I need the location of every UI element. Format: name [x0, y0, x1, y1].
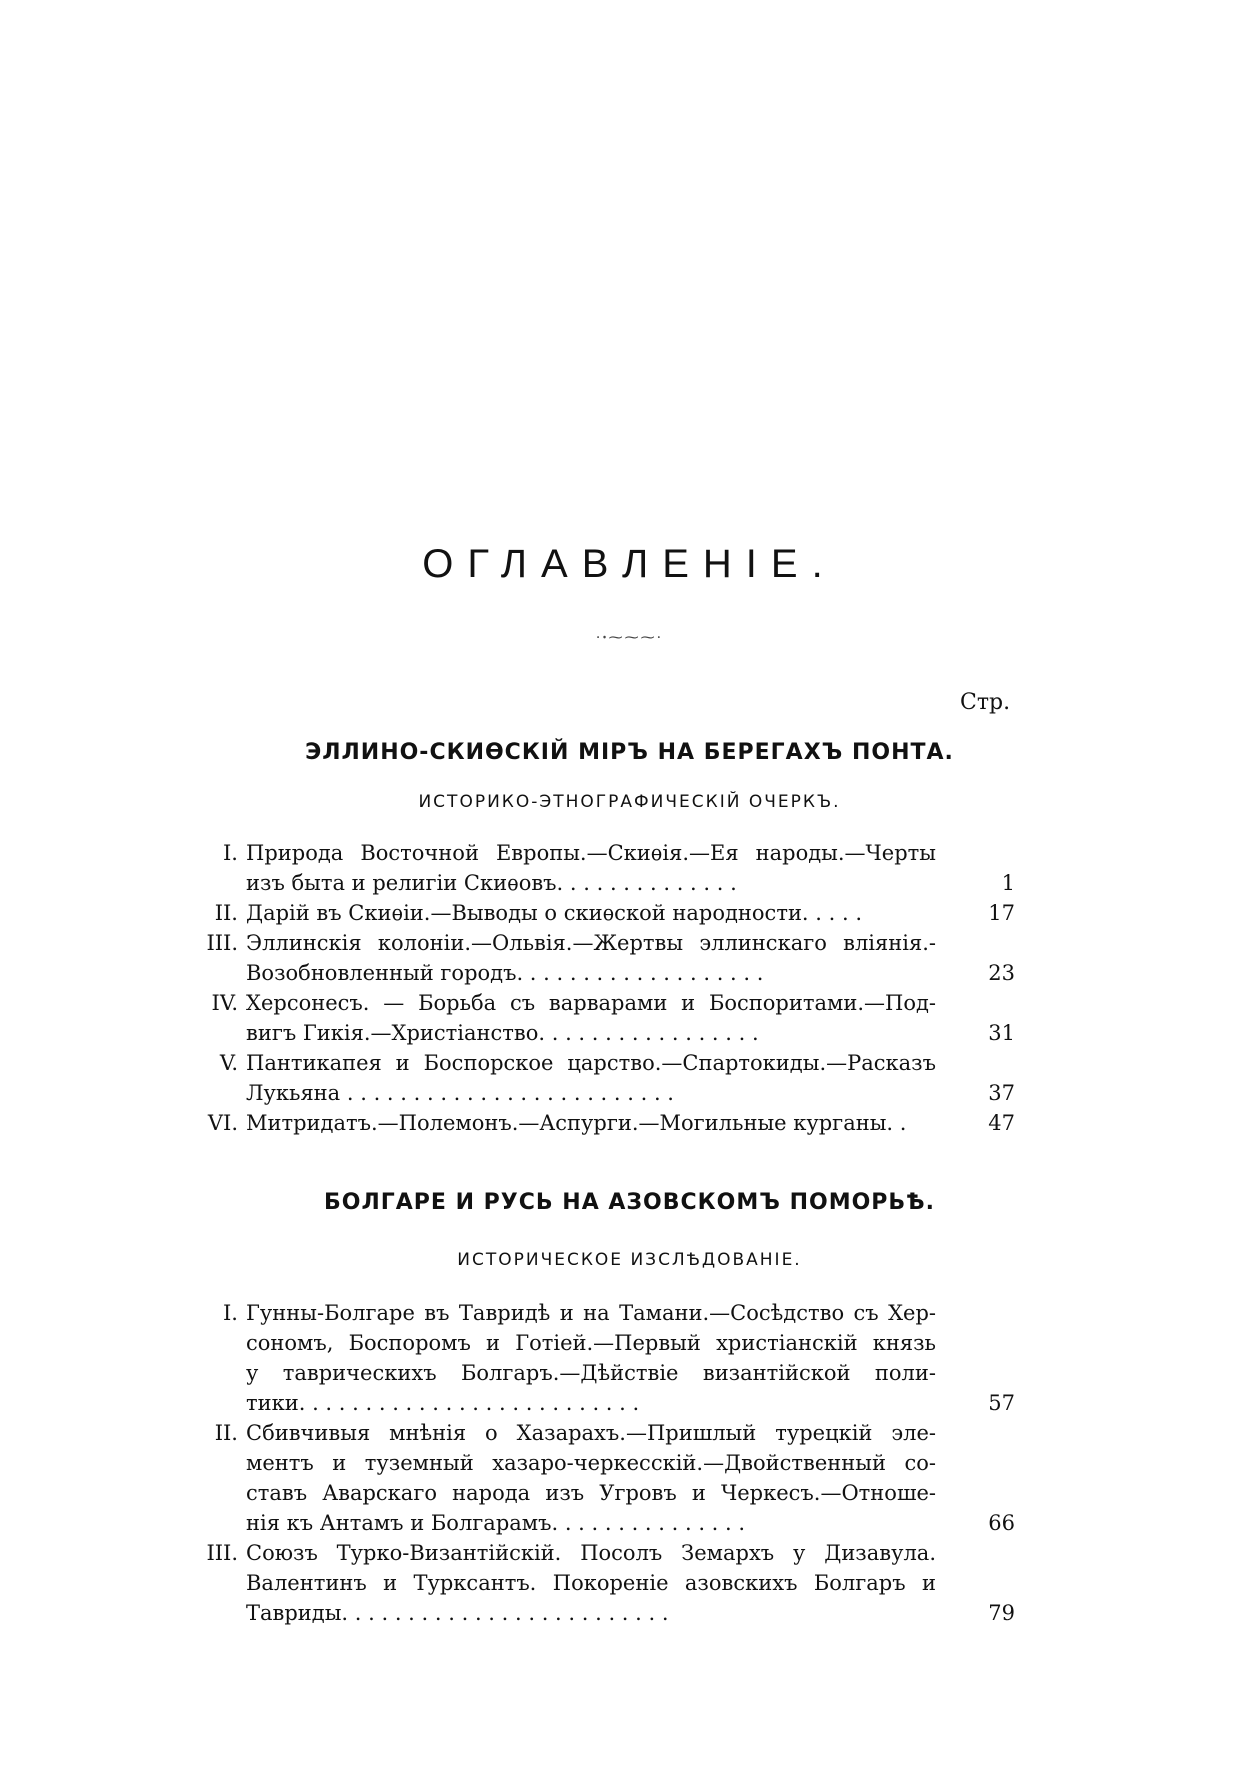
toc-entry-text: Сбивчивыя мнѣнія о Хазарахъ.—Пришлый турецкій эле-: [246, 1421, 936, 1445]
toc-line: [0, 958, 1259, 988]
toc-line: [0, 1598, 1259, 1628]
toc-entry[interactable]: [0, 988, 1259, 1048]
toc-entry-text: Херсонесъ. — Борьба съ варварами и Боспоритами.—Под-: [246, 991, 936, 1015]
toc-entry-text: Возобновленный городъ. . . . . . . . . . . . . . . . . . .: [246, 961, 764, 985]
toc-line: [0, 1078, 1259, 1108]
toc-entry-text: Лукьяна . . . . . . . . . . . . . . . . . . . . . . . . .: [246, 1081, 674, 1105]
chapter-numeral: III.: [206, 931, 238, 955]
chapter-numeral: II.: [214, 1421, 238, 1445]
toc-line: [0, 1298, 1259, 1328]
toc-entry-text: Гунны-Болгаре въ Тавридѣ и на Тамани.—Сосѣдство съ Хер-: [246, 1301, 936, 1325]
toc-entry[interactable]: [0, 838, 1259, 898]
toc-entry-text: вигъ Гикія.—Христіанство. . . . . . . . . . . . . . . . .: [246, 1021, 759, 1045]
toc-entry-text: Митридатъ.—Полемонъ.—Аспурги.—Могильные курганы. .: [246, 1111, 907, 1135]
toc-entry-text: сономъ, Боспоромъ и Готіей.—Первый христіанскій князь: [246, 1331, 936, 1355]
toc-line: [0, 868, 1259, 898]
toc-line: [0, 928, 1259, 958]
page-number: 23: [988, 961, 1015, 985]
toc-line: [0, 1568, 1259, 1598]
page-number: 1: [1001, 871, 1015, 895]
toc-entry-text: Валентинъ и Турксантъ. Покореніе азовскихъ Болгаръ и: [246, 1571, 936, 1595]
toc-entry-text: Дарій въ Скиѳіи.—Выводы о скиѳской народности. . . . .: [246, 901, 863, 925]
section-subtitle: ИСТОРИКО-ЭТНОГРАФИЧЕСКІЙ ОЧЕРКЪ.: [418, 792, 841, 812]
chapter-numeral: I.: [223, 841, 238, 865]
chapter-numeral: II.: [214, 901, 238, 925]
section-title: ЭЛЛИНО-СКИѲСКІЙ МІРЪ НА БЕРЕГАХЪ ПОНТА.: [305, 740, 954, 765]
toc-line: [0, 1538, 1259, 1568]
page-number: 31: [988, 1021, 1015, 1045]
page-number: 57: [988, 1391, 1015, 1415]
toc-entry-text: у таврическихъ Болгаръ.—Дѣйствіе византійской поли-: [246, 1361, 936, 1385]
chapter-numeral: III.: [206, 1541, 238, 1565]
toc-line: [0, 1478, 1259, 1508]
toc-line: [0, 1048, 1259, 1078]
toc-entry[interactable]: [0, 1048, 1259, 1108]
toc-line: [0, 1418, 1259, 1448]
toc-list: [0, 1298, 1259, 1628]
toc-entry-text: Пантикапея и Боспорское царство.—Спартокиды.—Расказъ: [246, 1051, 936, 1075]
section-title: БОЛГАРЕ И РУСЬ НА АЗОВСКОМЪ ПОМОРЬѢ.: [323, 1190, 936, 1215]
toc-line: [0, 1448, 1259, 1478]
toc-entry[interactable]: [0, 1538, 1259, 1628]
page-number: 47: [988, 1111, 1015, 1135]
toc-line: [0, 988, 1259, 1018]
toc-line: [0, 898, 1259, 928]
toc-list: [0, 838, 1259, 1138]
ornament-divider: ·ꞏ⁓⁓⁓·: [595, 630, 664, 646]
toc-entry-text: тики. . . . . . . . . . . . . . . . . . . . . . . . . .: [246, 1391, 640, 1415]
toc-entry[interactable]: [0, 1108, 1259, 1138]
toc-line: [0, 1018, 1259, 1048]
chapter-numeral: I.: [223, 1301, 238, 1325]
toc-entry-text: ментъ и туземный хазаро-черкесскій.—Двойственный со-: [246, 1451, 936, 1475]
page-title: ОГЛАВЛЕНІЕ.: [422, 542, 837, 586]
toc-line: [0, 1508, 1259, 1538]
toc-entry-text: ставъ Аварскаго народа изъ Угровъ и Черкесъ.—Отноше-: [246, 1481, 936, 1505]
toc-entry-text: Тавриды. . . . . . . . . . . . . . . . . . . . . . . . .: [246, 1601, 669, 1625]
page-number: 79: [988, 1601, 1015, 1625]
toc-entry-text: Союзъ Турко-Византійскій. Посолъ Земархъ у Дизавула.: [246, 1541, 936, 1565]
toc-entry-text: Природа Восточной Европы.—Скиѳія.—Ея народы.—Черты: [246, 841, 936, 865]
toc-line: [0, 1328, 1259, 1358]
page-column-label: Стр.: [960, 690, 1011, 715]
toc-entry[interactable]: [0, 898, 1259, 928]
toc-entry[interactable]: [0, 1418, 1259, 1538]
toc-entry[interactable]: [0, 928, 1259, 988]
toc-entry[interactable]: [0, 1298, 1259, 1418]
toc-line: [0, 1358, 1259, 1388]
toc-entry-text: изъ быта и религіи Скиѳовъ. . . . . . . . . . . . . .: [246, 871, 737, 895]
page-number: 37: [988, 1081, 1015, 1105]
chapter-numeral: IV.: [211, 991, 238, 1015]
toc-entry-text: нія къ Антамъ и Болгарамъ. . . . . . . . . . . . . . .: [246, 1511, 746, 1535]
toc-line: [0, 1388, 1259, 1418]
page-number: 66: [988, 1511, 1015, 1535]
chapter-numeral: V.: [219, 1051, 238, 1075]
section-subtitle: ИСТОРИЧЕСКОЕ ИЗСЛѢДОВАНІЕ.: [457, 1250, 802, 1270]
toc-entry-text: Эллинскія колоніи.—Ольвія.—Жертвы эллинскаго вліянія.-: [246, 931, 936, 955]
chapter-numeral: VI.: [207, 1111, 238, 1135]
toc-line: [0, 838, 1259, 868]
page-number: 17: [988, 901, 1015, 925]
toc-line: [0, 1108, 1259, 1138]
